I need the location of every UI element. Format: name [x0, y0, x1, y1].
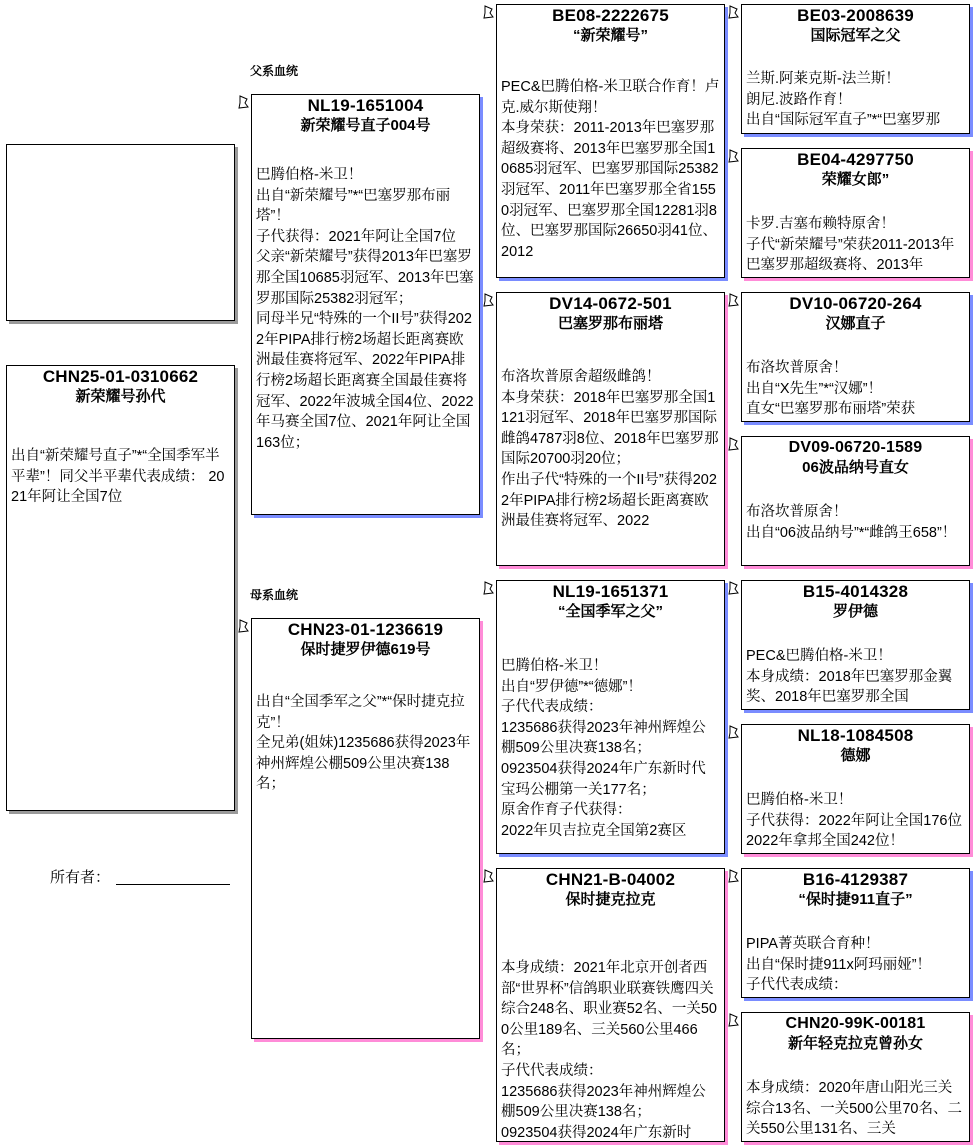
dam-sire-sire-card: [741, 580, 970, 710]
sire-card: [251, 94, 480, 515]
owner-label: 所有者：: [50, 869, 111, 886]
subject-id: CHN25-01-0310662: [42, 367, 199, 386]
sire-sire-dam-name: 荣耀女郎”: [821, 171, 890, 188]
sire-sire-dam-id: BE04-4297750: [797, 150, 914, 169]
pin-icon: [726, 293, 741, 308]
subject-name: 新荣耀号孙代: [75, 388, 166, 405]
sire-dam-dam-desc: 布洛坎普原舍！ 出自“06波品纳号”*“雌鸽王658”！: [746, 504, 957, 541]
pin-icon: [236, 619, 251, 634]
sire-dam-sire-name: 汉娜直子: [825, 315, 886, 332]
dam-dam-sire-name: “保时捷911直子”: [798, 891, 913, 908]
dam-dam-desc: 本身成绩：2021年北京开创者西部“世界杯”信鸽职业联赛铁鹰四关综合248名、职业赛52名、一关500公里189名、三关560公里466名； 子代代表成绩： 1235686获得2023年神州辉煌公棚509公里决赛138名； 0923504获得2024年广东新时: [501, 960, 717, 1141]
dam-id: CHN23-01-1236619: [287, 620, 444, 639]
dam-sire-dam-card: [741, 724, 970, 854]
pin-icon: [726, 5, 741, 20]
sire-sire-sire-name: 国际冠军之父: [810, 27, 901, 44]
dam-sire-sire-name: 罗伊德: [832, 603, 878, 620]
dam-dam-dam-name: 新年轻克拉克曾孙女: [787, 1035, 923, 1052]
dam-dam-dam-card: [741, 1012, 970, 1142]
sire-sire-id: BE08-2222675: [552, 6, 669, 25]
dam-dam-sire-id: B16-4129387: [802, 870, 909, 889]
sire-sire-card: [496, 4, 725, 278]
sire-sire-dam-desc: 卡罗.吉塞布赖特原舍！ 子代“新荣耀号”荣获2011-2013年巴塞罗那超级赛将、2013年: [746, 216, 955, 274]
dam-dam-card: [496, 868, 725, 1142]
sire-dam-sire-id: DV10-06720-264: [789, 294, 922, 313]
dam-sire-sire-id: B15-4014328: [802, 582, 909, 601]
subject-desc: 出自“新荣耀号直子”*“全国季军半平辈”！同父半平辈代表成绩： 2021年阿让全国7位: [11, 448, 225, 506]
pigeon-photo-frame: [6, 144, 235, 321]
pin-icon: [481, 293, 496, 308]
dam-sire-card: [496, 580, 725, 854]
dam-sire-sire-desc: PEC&巴腾伯格-米卫！ 本身成绩：2018年巴塞罗那金翼奖、2018年巴塞罗那全国: [746, 648, 953, 706]
dam-card: [251, 618, 480, 1039]
pin-icon: [726, 149, 741, 164]
sire-desc: 巴腾伯格-米卫！ 出自“新荣耀号”*“巴塞罗那布丽塔”！ 子代获得：2021年阿让全国7位 父亲“新荣耀号”获得2013年巴塞罗那全国10685羽冠军、2013年巴塞罗那国际25382羽冠军； 同母半兄“特殊的一个II号”获得2022年PIPA排行榜2场超长距离赛欧洲最佳赛将冠军、2022年PIPA排行榜2场超长距离赛全国最佳赛将冠军、2022年波城全国4位、2022年马赛全国7位、2021年阿让全国163位；: [256, 167, 474, 451]
dam-sire-desc: 巴腾伯格-米卫！ 出自“罗伊德”*“德娜”！ 子代代表成绩： 1235686获得2023年神州辉煌公棚509公里决赛138名； 0923504获得2024年广东新时代宝玛公棚第一关177名； 原舍作育子代获得： 2022年贝吉拉克全国第2赛区: [501, 658, 706, 839]
sire-dam-dam-card: [741, 436, 970, 566]
dam-desc: 出自“全国季军之父”*“保时捷克拉克”！ 全兄弟(姐妹)1235686获得2023年神州辉煌公棚509公里决赛138名；: [256, 694, 471, 793]
dam-dam-dam-desc: 本身成绩：2020年唐山阳光三关综合13名、一关500公里70名、二关550公里131名、三关: [746, 1080, 962, 1138]
sire-name: 新荣耀号直子004号: [300, 117, 431, 134]
sire-sire-dam-card: [741, 148, 970, 278]
sire-dam-sire-card: [741, 292, 970, 422]
sire-sire-sire-card: [741, 4, 970, 134]
dam-dam-name: 保时捷克拉克: [565, 891, 656, 908]
dam-name: 保时捷罗伊德619号: [300, 641, 431, 658]
dam-sire-id: NL19-1651371: [552, 582, 669, 601]
dam-dam-sire-card: [741, 868, 970, 998]
pin-icon: [726, 437, 741, 452]
pin-icon: [726, 869, 741, 884]
dam-sire-dam-desc: 巴腾伯格-米卫！ 子代获得：2022年阿让全国176位2022年拿邦全国242位！: [746, 792, 962, 850]
sire-dam-dam-id: DV09-06720-1589: [788, 439, 923, 456]
subject-card: [6, 365, 235, 811]
sire-id: NL19-1651004: [307, 96, 424, 115]
pin-icon: [726, 725, 741, 740]
sire-sire-sire-id: BE03-2008639: [797, 6, 914, 25]
sire-dam-id: DV14-0672-501: [549, 294, 672, 313]
maternal-line-label: 母系血统: [250, 588, 299, 602]
pin-icon: [236, 95, 251, 110]
sire-dam-card: [496, 292, 725, 566]
pin-icon: [481, 869, 496, 884]
dam-sire-dam-id: NL18-1084508: [797, 726, 914, 745]
dam-dam-dam-id: CHN20-99K-00181: [785, 1015, 926, 1032]
sire-sire-name: “新荣耀号”: [572, 27, 648, 44]
sire-sire-sire-desc: 兰斯.阿莱克斯-法兰斯！ 朗尼.波路作育！ 出自“国际冠军直子”*“巴塞罗那: [746, 71, 941, 129]
pin-icon: [726, 581, 741, 596]
paternal-line-label: 父系血统: [250, 64, 299, 78]
pin-icon: [481, 581, 496, 596]
dam-dam-sire-desc: PIPA菁英联合育种！ 出自“保时捷911x阿玛丽娅”！ 子代代表成绩：: [746, 936, 932, 994]
sire-sire-desc: PEC&巴腾伯格-米卫联合作育！卢克.威尔斯使翔！ 本身荣获：2011-2013年巴塞罗那超级赛将、2013年巴塞罗那全国10685羽冠军、巴塞罗那国际25382羽冠军、2011年巴塞罗那全省1550羽冠军、巴塞罗那全国12281羽8位、巴塞罗那国际26650羽41位、2012: [501, 79, 720, 260]
dam-sire-dam-name: 德娜: [840, 747, 871, 764]
dam-dam-id: CHN21-B-04002: [545, 870, 676, 889]
sire-dam-sire-desc: 布洛坎普原舍！ 出自“X先生”*“汉娜”！ 直女“巴塞罗那布丽塔”荣获: [746, 360, 916, 418]
pin-icon: [726, 1013, 741, 1028]
dam-sire-name: “全国季军之父”: [557, 603, 663, 620]
sire-dam-name: 巴塞罗那布丽塔: [557, 315, 663, 332]
owner-signature-line: [116, 884, 230, 885]
pin-icon: [481, 5, 496, 20]
sire-dam-desc: 布洛坎普原舍超级雌鸽！ 本身荣获：2018年巴塞罗那全国1121羽冠军、2018年巴塞罗那国际雌鸽4787羽8位、2018年巴塞罗那国际20700羽20位； 作出子代“特殊的一个II号”获得2022年PIPA排行榜2场超长距离赛欧洲最佳赛将冠军、2022: [501, 369, 719, 530]
sire-dam-dam-name: 06波品纳号直女: [802, 459, 909, 476]
